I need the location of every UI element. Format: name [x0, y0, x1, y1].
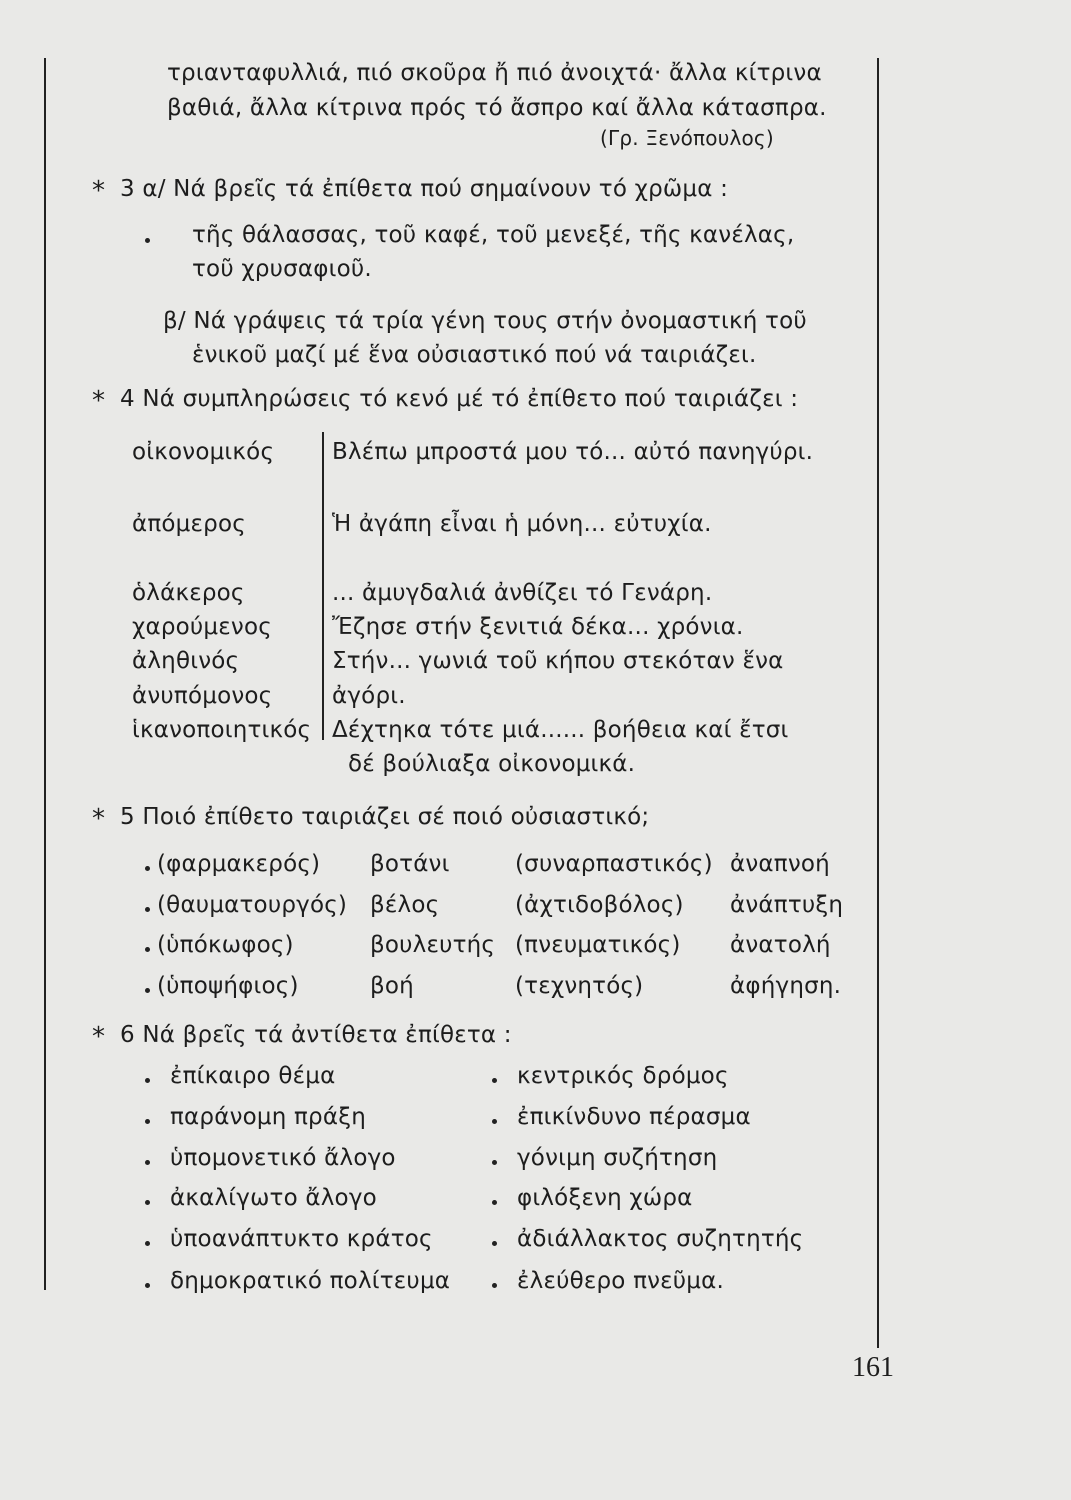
ex6-right-item: ἐπικίνδυνο πέρασμα: [517, 1104, 751, 1130]
exercise-4-column-divider: [322, 432, 324, 740]
ex6-left-item: ὑποανάπτυκτο κράτος: [170, 1226, 433, 1252]
ex4-adjective: ἱκανοποιητικός: [132, 717, 312, 743]
bullet: [145, 1283, 150, 1288]
bullet: [145, 947, 150, 952]
exercise-6-title: 6 Νά βρεῖς τά ἀντίθετα ἐπίθετα :: [120, 1022, 512, 1048]
ex5-adjective-right: (ἀχτιδοβόλος): [515, 892, 684, 918]
ex5-noun-left: βουλευτής: [370, 932, 496, 958]
exercise-3-item-line-1: τῆς θάλασσας, τοῦ καφέ, τοῦ μενεξέ, τῆς κανέλας,: [192, 222, 795, 248]
ex5-noun-right: ἀνάπτυξη: [730, 892, 844, 918]
ex6-left-item: δημοκρατικό πολίτευμα: [170, 1268, 451, 1294]
exercise-5-marker: *: [92, 804, 105, 834]
ex6-right-item: ἀδιάλλακτος συζητητής: [517, 1226, 804, 1252]
ex6-right-item: κεντρικός δρόμος: [517, 1063, 729, 1089]
exercise-4-marker: *: [92, 386, 105, 416]
intro-source: (Γρ. Ξενόπουλος): [600, 126, 774, 150]
bullet: [145, 238, 150, 243]
ex4-sentence: ... ἀμυγδαλιά ἀνθίζει τό Γενάρη.: [332, 580, 713, 606]
ex5-noun-right: ἀνατολή: [730, 932, 831, 958]
ex6-right-item: ἐλεύθερο πνεῦμα.: [517, 1268, 725, 1294]
ex5-adjective-right: (πνευματικός): [515, 932, 681, 958]
bullet: [145, 988, 150, 993]
ex4-sentence: δέ βούλιαξα οἰκονομικά.: [348, 751, 636, 777]
bullet: [492, 1119, 497, 1124]
ex4-sentence: Βλέπω μπροστά μου τό... αὐτό πανηγύρι.: [332, 439, 814, 465]
ex4-sentence: Ἔζησε στήν ξενιτιά δέκα... χρόνια.: [332, 614, 744, 640]
ex4-adjective: ὁλάκερος: [132, 580, 245, 606]
ex4-adjective: ἀληθινός: [132, 648, 240, 674]
exercise-4-title: 4 Νά συμπληρώσεις τό κενό μέ τό ἐπίθετο πού ταιριάζει :: [120, 386, 799, 412]
ex4-adjective: οἰκονομικός: [132, 439, 275, 465]
bullet: [492, 1241, 497, 1246]
ex5-adjective-left: (φαρμακερός): [157, 851, 321, 877]
ex4-sentence: Δέχτηκα τότε μιά...... βοήθεια καί ἔτσι: [332, 717, 789, 743]
ex5-adjective-left: (ὑποψήφιος): [157, 973, 299, 999]
ex5-noun-left: βέλος: [370, 892, 440, 918]
exercise-6-marker: *: [92, 1022, 105, 1052]
ex5-noun-left: βοτάνι: [370, 851, 450, 877]
bullet: [145, 1119, 150, 1124]
ex6-right-item: φιλόξενη χώρα: [517, 1185, 693, 1211]
intro-line-2: βαθιά, ἄλλα κίτρινα πρός τό ἄσπρο καί ἄλλα κάτασπρα.: [167, 95, 827, 121]
intro-line-1: τριανταφυλλιά, πιό σκοῦρα ἤ πιό ἀνοιχτά· ἄλλα κίτρινα: [167, 60, 822, 86]
ex4-sentence: Στήν... γωνιά τοῦ κήπου στεκόταν ἕνα: [332, 648, 784, 674]
bullet: [145, 1160, 150, 1165]
bullet: [492, 1160, 497, 1165]
bleed-through: [871, 0, 1071, 1500]
ex5-adjective-right: (τεχνητός): [515, 973, 644, 999]
ex4-sentence: Ἡ ἀγάπη εἶναι ἡ μόνη... εὐτυχία.: [332, 511, 712, 537]
ex5-adjective-left: (ὑπόκωφος): [157, 932, 294, 958]
bullet: [492, 1200, 497, 1205]
ex4-adjective: χαρούμενος: [132, 614, 272, 640]
ex5-noun-left: βοή: [370, 973, 414, 999]
bullet: [145, 1241, 150, 1246]
exercise-5-title: 5 Ποιό ἐπίθετο ταιριάζει σέ ποιό οὐσιαστικό;: [120, 804, 650, 830]
bullet: [145, 1078, 150, 1083]
bullet: [492, 1078, 497, 1083]
ex5-adjective-right: (συναρπαστικός): [515, 851, 713, 877]
ex5-noun-right: ἀναπνοή: [730, 851, 830, 877]
ex4-adjective: ἀπόμερος: [132, 511, 246, 537]
left-margin-rule: [44, 58, 46, 1290]
exercise-3b-line-1: β/ Νά γράψεις τά τρία γένη τους στήν ὀνομαστική τοῦ: [163, 308, 807, 334]
ex6-left-item: παράνομη πράξη: [170, 1104, 367, 1130]
ex5-adjective-left: (θαυματουργός): [157, 892, 348, 918]
bullet: [145, 907, 150, 912]
ex6-left-item: ἐπίκαιρο θέμα: [170, 1063, 336, 1089]
exercise-3b-line-2: ἑνικοῦ μαζί μέ ἕνα οὐσιαστικό πού νά ταιριάζει.: [192, 342, 757, 368]
bullet: [145, 866, 150, 871]
ex5-noun-right: ἀφήγηση.: [730, 973, 842, 999]
bullet: [492, 1283, 497, 1288]
right-margin-rule: [877, 58, 879, 1348]
exercise-3-marker: *: [92, 176, 105, 206]
ex6-right-item: γόνιμη συζήτηση: [517, 1145, 718, 1171]
ex6-left-item: ἀκαλίγωτο ἄλογο: [170, 1185, 377, 1211]
ex4-sentence: ἀγόρι.: [332, 683, 406, 709]
page-number: 161: [852, 1352, 894, 1383]
exercise-3-title: 3 α/ Νά βρεῖς τά ἐπίθετα πού σημαίνουν τό χρῶμα :: [120, 176, 729, 202]
ex6-left-item: ὑπομονετικό ἄλογο: [170, 1145, 396, 1171]
exercise-3-item-line-2: τοῦ χρυσαφιοῦ.: [192, 256, 372, 282]
ex4-adjective: ἀνυπόμονος: [132, 683, 273, 709]
bullet: [145, 1200, 150, 1205]
